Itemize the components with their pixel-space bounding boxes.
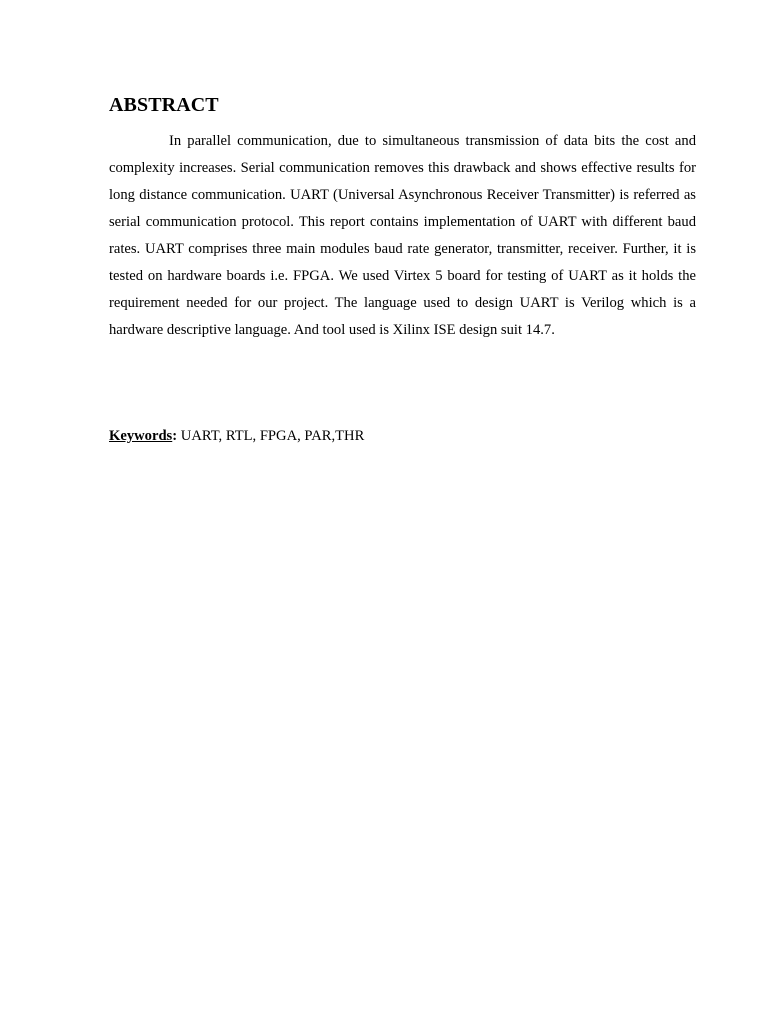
keywords-line: [109, 423, 364, 450]
keywords-values: UART, RTL, FPGA, PAR,THR: [177, 428, 365, 444]
keywords-colon: :: [172, 428, 178, 444]
abstract-paragraph: In parallel communication, due to simultaneous transmission of data bits the cost and complexity increases. Serial communication removes this drawback and shows effective results for long distance communication. UART (Universal Asynchronous Receiver Transmitter) is referred as serial communication protocol. This report contains implementation of UART with different baud rates. UART comprises three main modules baud rate generator, transmitter, receiver. Further, it is tested on hardware boards i.e. FPGA. We used Virtex 5 board for testing of UART as it holds the requirement needed for our project. The language used to design UART is Verilog which is a hardware descriptive language. And tool used is Xilinx ISE design suit 14.7.: [109, 133, 696, 338]
keywords-label: Keywords: [109, 428, 173, 444]
abstract-heading: ABSTRACT: [109, 94, 219, 116]
